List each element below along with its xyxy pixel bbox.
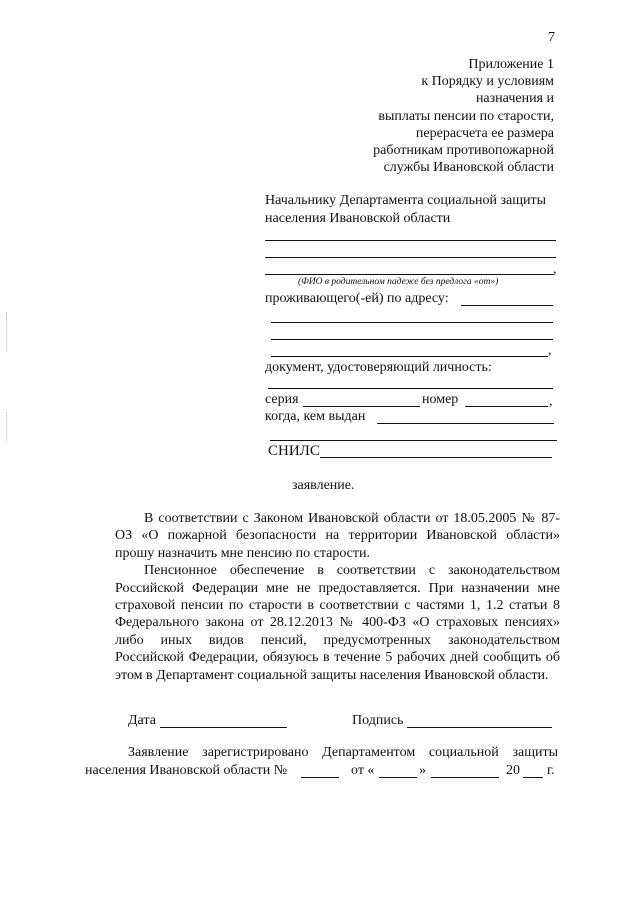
appendix-line: к Порядку и условиям [421,74,554,90]
signature-field[interactable] [407,727,552,728]
appendix-line: перерасчета ее размера [415,125,554,141]
issued-field-2[interactable] [270,440,557,441]
appendix-block [254,56,554,176]
number-field[interactable] [465,406,548,407]
appendix-line: службы Ивановской области [383,160,554,176]
paragraph-law: В соответствии с Законом Ивановской области от 18.05.2005 № 87-ОЗ «О пожарной безопасности на территории Ивановской области» прошу назначить мне пенсию по старости. [115,511,560,561]
appendix-line: выплаты пенсии по старости, [378,108,554,124]
addressee-line-1: Начальнику Департамента социальной защиты [265,193,547,208]
date-field[interactable] [160,727,287,728]
series-field[interactable] [303,406,420,407]
snils-field[interactable] [320,457,552,458]
registration-year-suffix: г. [547,763,555,778]
registration-year-field[interactable] [523,777,543,778]
address-label: проживающего(-ей) по адресу: [265,291,449,306]
number-comma: , [549,394,553,409]
date-label: Дата [128,713,156,728]
address-line-2[interactable] [271,322,553,323]
address-line-3[interactable] [271,339,553,340]
snils-label: СНИЛС [268,443,320,459]
appendix-line: назначения и [475,91,554,107]
issued-label: когда, кем выдан [265,409,366,424]
registration-line-1: Заявление зарегистрировано Департаментом социальной защиты [128,745,558,760]
page-number: 7 [548,30,555,45]
address-line-1[interactable] [461,305,553,306]
addressee-line-2: населения Ивановской области [265,211,451,226]
margin-mark [6,412,10,442]
series-label: серия [265,392,299,407]
paragraph-obligation: Пенсионное обеспечение в соответствии с законодательством Российской Федерации мне не предоставляется. При назначении мне страховой пенсии по старости в соответствии с частями 1, 1.2 статьи 8 Федерального закона от 28.12.2013 № 400-ФЗ «О страховых пенсиях» либо иных видов пенсий, предусмотренных законодательством Российской Федерации, обязуюсь в течение 5 рабочих дней сообщить об этом в Департамент социальной защиты населения Ивановской области. [115,563,560,683]
registration-from-label: от « [351,763,375,778]
address-comma: , [548,343,552,358]
appendix-line: работникам противопожарной [373,143,554,159]
issued-field-1[interactable] [377,423,554,424]
fio-hint: (ФИО в родительном падеже без предлога «от») [298,277,499,287]
registration-number-field[interactable] [301,777,339,778]
document-title: заявление. [292,478,355,493]
signature-label: Подпись [352,713,404,728]
document-label: документ, удостоверяющий личность: [265,360,492,375]
registration-month-field[interactable] [431,777,499,778]
registration-line-2: населения Ивановской области № [85,763,288,778]
appendix-line: Приложение 1 [468,57,554,72]
margin-mark [6,312,10,352]
fio-line-2[interactable] [265,257,556,258]
statement-body [115,510,560,684]
number-label: номер [422,392,459,407]
fio-comma: , [553,262,557,277]
registration-year-prefix: 20 [506,763,520,778]
fio-line-1[interactable] [265,240,556,241]
address-line-4[interactable] [271,356,548,357]
document-line[interactable] [268,388,553,389]
fio-line-3[interactable] [265,274,554,275]
registration-day-field[interactable] [379,777,417,778]
registration-close-quote: » [419,763,426,778]
